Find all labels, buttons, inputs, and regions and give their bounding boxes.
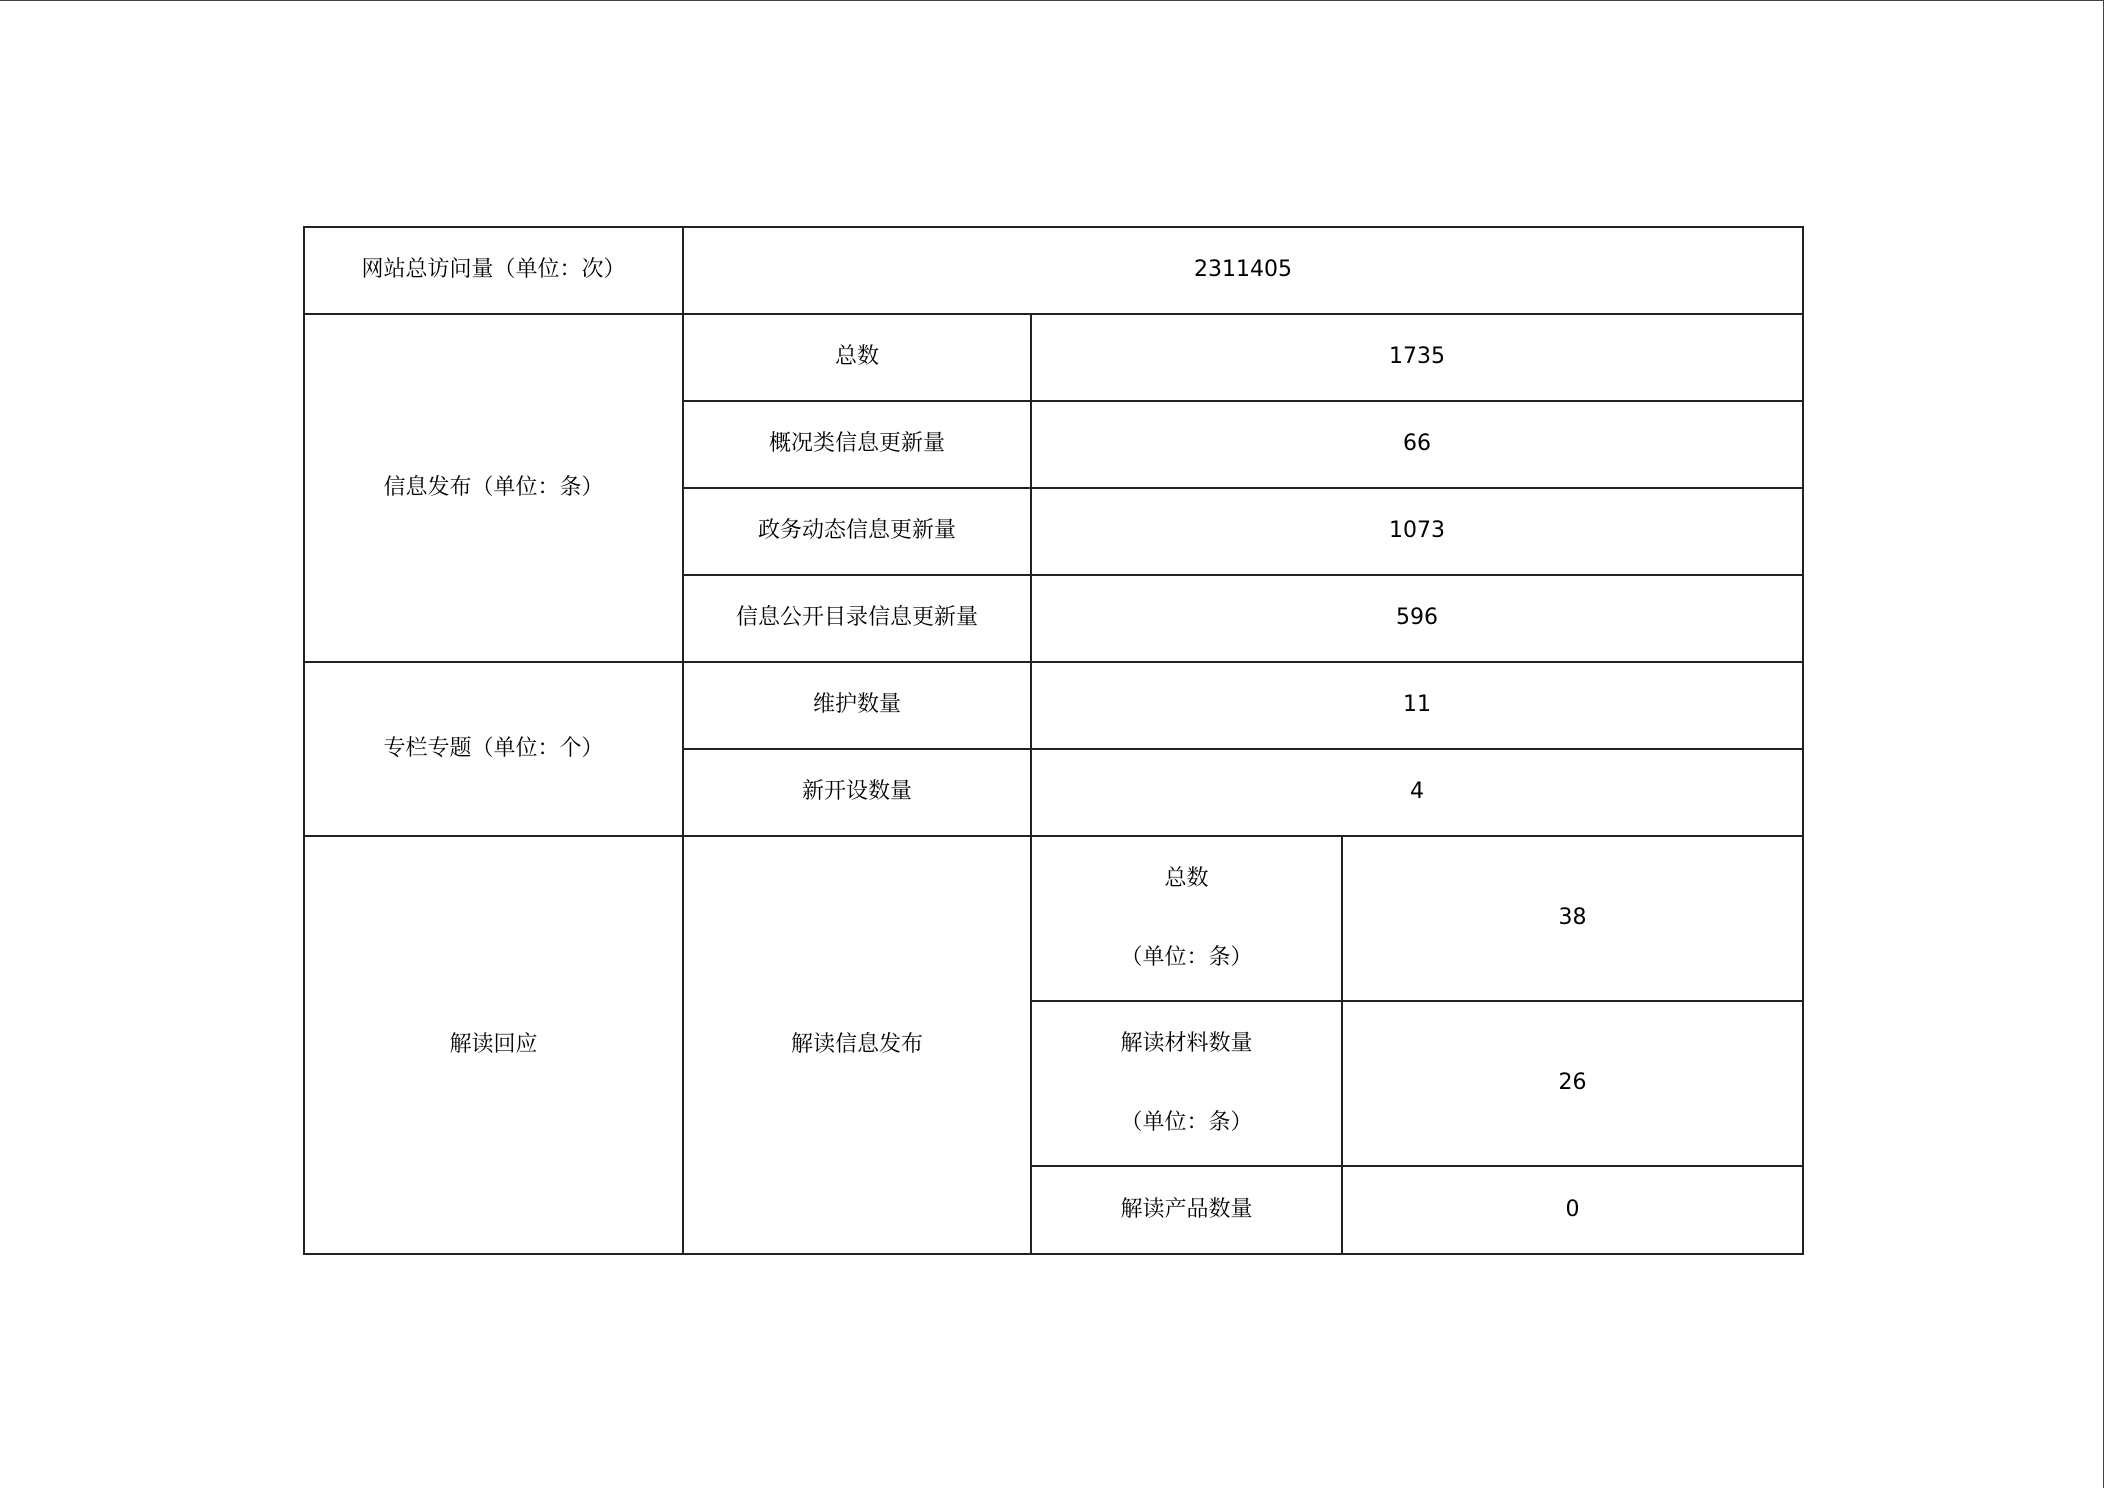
- visits-value: 2311405: [683, 227, 1803, 314]
- info-publish-row-label: 总数: [683, 314, 1031, 401]
- info-publish-row-value: 66: [1031, 401, 1803, 488]
- info-publish-label: 信息发布（单位：条）: [304, 314, 683, 662]
- interpretation-row-title: 总数: [1164, 866, 1209, 892]
- table-row: [304, 227, 1803, 314]
- table-row: [304, 662, 1803, 749]
- columns-label: 专栏专题（单位：个）: [304, 662, 683, 836]
- info-publish-row-value: 1735: [1031, 314, 1803, 401]
- interpretation-row-label: [1031, 836, 1342, 1001]
- interpretation-sub-label: 解读信息发布: [683, 836, 1031, 1254]
- visits-label: 网站总访问量（单位：次）: [304, 227, 683, 314]
- info-publish-row-value: 1073: [1031, 488, 1803, 575]
- info-publish-row-label: 政务动态信息更新量: [683, 488, 1031, 575]
- columns-row-label: 新开设数量: [683, 749, 1031, 836]
- table-row: [304, 836, 1803, 1001]
- interpretation-row-title: 解读材料数量: [1120, 1031, 1253, 1057]
- interpretation-row-unit: （单位：条）: [1120, 944, 1253, 970]
- website-stats-table: [303, 226, 1804, 1255]
- columns-row-label: 维护数量: [683, 662, 1031, 749]
- interpretation-row-value: 26: [1342, 1001, 1803, 1166]
- interpretation-row-unit: （单位：条）: [1120, 1109, 1253, 1135]
- interpretation-row-value: 0: [1342, 1166, 1803, 1254]
- info-publish-row-label: 概况类信息更新量: [683, 401, 1031, 488]
- columns-row-value: 4: [1031, 749, 1803, 836]
- table-row: [304, 314, 1803, 401]
- info-publish-row-value: 596: [1031, 575, 1803, 662]
- columns-row-value: 11: [1031, 662, 1803, 749]
- info-publish-row-label: 信息公开目录信息更新量: [683, 575, 1031, 662]
- interpretation-row-value: 38: [1342, 836, 1803, 1001]
- interpretation-label: 解读回应: [304, 836, 683, 1254]
- interpretation-row-label: 解读产品数量: [1031, 1166, 1342, 1254]
- interpretation-row-label: [1031, 1001, 1342, 1166]
